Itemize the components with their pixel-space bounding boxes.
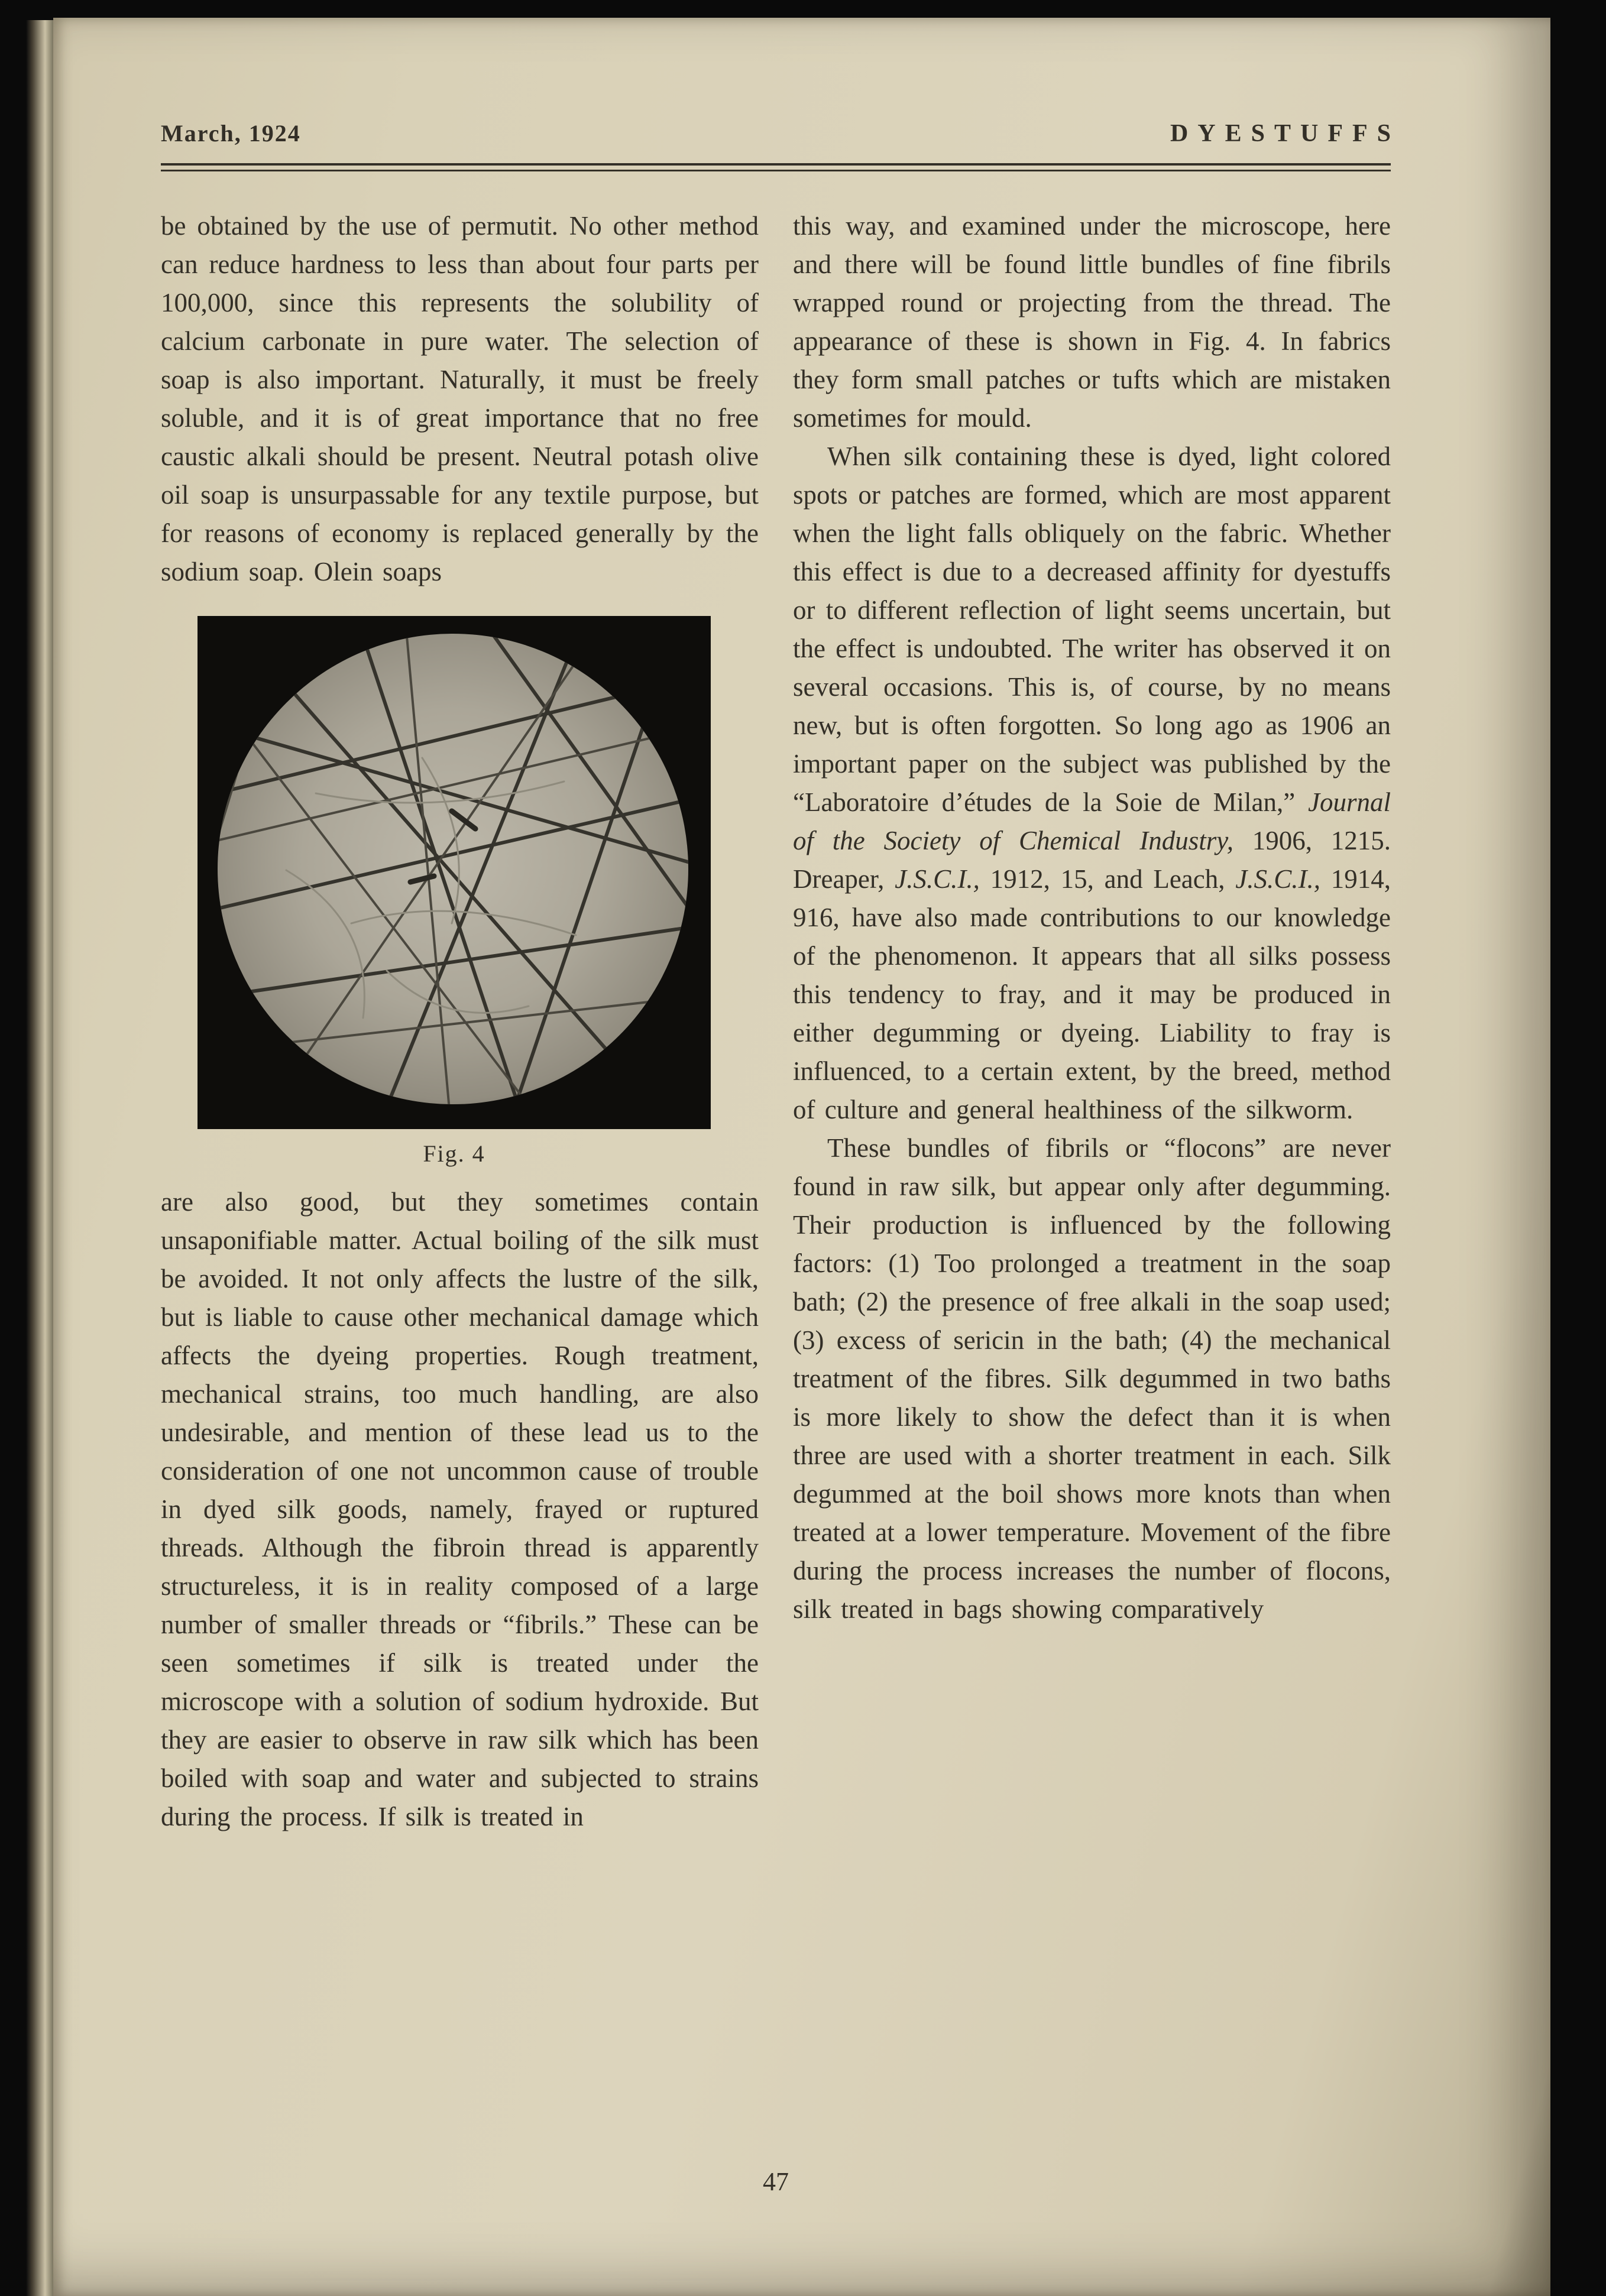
scanned-page [53,18,1550,2296]
issue-date: March, 1924 [161,120,301,147]
text-segment-italic: J.S.C.I., [1235,864,1320,894]
text-segment: 1906, 1215. Dreaper, [793,826,1391,894]
figure-4 [197,616,711,1168]
header-rule [161,163,1391,171]
page-content [53,18,1550,1836]
text-segment: When silk containing these is dyed, light colored spots or patches are formed, which are most apparent when the light falls obliquely on the fabric. Whether this effect is due to a decreased affinity for dyestuffs or to different reflection of light seems uncertain, but the effect is undoubted. The writer has observed it on several occasions. This is, of course, by no means new, but is often forgotten. So long ago as 1906 an important paper on the subject was published by the “Laboratoire d’études de la Soie de Milan,” [793,442,1391,817]
page-number: 47 [763,2167,789,2196]
left-column [161,207,759,1836]
paragraph [793,437,1391,1129]
paragraph: These bundles of fibrils or “flocons” are never found in raw silk, but appear only after degumming. Their production is influenced by the following factors: (1) Too prolonged a treatment in the soap bath; (2) the presence of free alkali in the soap used; (3) excess of sericin in the bath; (4) the mechanical treatment of the fibres. Silk degummed in two baths is more likely to show the defect than it is when three are used with a shorter treatment in each. Silk degummed at the boil shows more knots than when treated at a lower temperature. Movement of the fibre during the process increases the number of flocons, silk treated in bags showing comparatively [793,1133,1391,1624]
micrograph-image [197,616,711,1129]
page-header [161,119,1400,148]
text-segment-italic: J.S.C.I., [895,864,980,894]
book-binding-edge [26,20,53,2296]
text-segment-italic: Journal of the Society of Chemical Industry, [793,787,1391,855]
journal-title: DYESTUFFS [1170,120,1400,147]
paragraph: this way, and examined under the microscope, here and there will be found little bundles of fine fibrils wrapped round or projecting from the thread. The appearance of these is shown in Fig. 4. In fabrics they form small patches or tufts which are mistaken sometimes for mould. [793,211,1391,433]
paragraph: be obtained by the use of permutit. No other method can reduce hardness to less than about four parts per 100,000, since this represents the solubility of calcium carbonate in pure water. The selection of soap is also important. Naturally, it must be freely soluble, and it is of great importance that no free caustic alkali should be present. Neutral potash olive oil soap is unsurpassable for any textile purpose, but for reasons of economy is replaced generally by the sodium soap. Olein soaps [161,211,759,586]
text-columns [161,207,1391,1836]
right-column [793,207,1391,1836]
figure-caption: Fig. 4 [423,1140,485,1167]
text-segment: 1912, 15, and Leach, [979,864,1236,894]
text-segment: 1914, 916, have also made contributions to our knowledge of the phenomenon. It appears that all silks possess this tendency to fray, and it may be produced in either degumming or dyeing. Liability to fray is influenced, to a certain extent, by the breed, method of culture and general healthiness of the silkworm. [793,864,1391,1124]
paragraph: are also good, but they sometimes contain unsaponifiable matter. Actual boiling of the silk must be avoided. It not only affects the lustre of the silk, but is liable to cause other mechanical damage which affects the dyeing properties. Rough treatment, mechanical strains, too much handling, are also undesirable, and mention of these lead us to the consideration of one not uncommon cause of trouble in dyed silk goods, namely, frayed or ruptured threads. Although the fibroin thread is apparently structureless, it is in reality composed of a large number of smaller threads or “fibrils.” These can be seen sometimes if silk is treated under the microscope with a solution of sodium hydroxide. But they are easier to observe in raw silk which has been boiled with soap and water and subjected to strains during the process. If silk is treated in [161,1187,759,1831]
